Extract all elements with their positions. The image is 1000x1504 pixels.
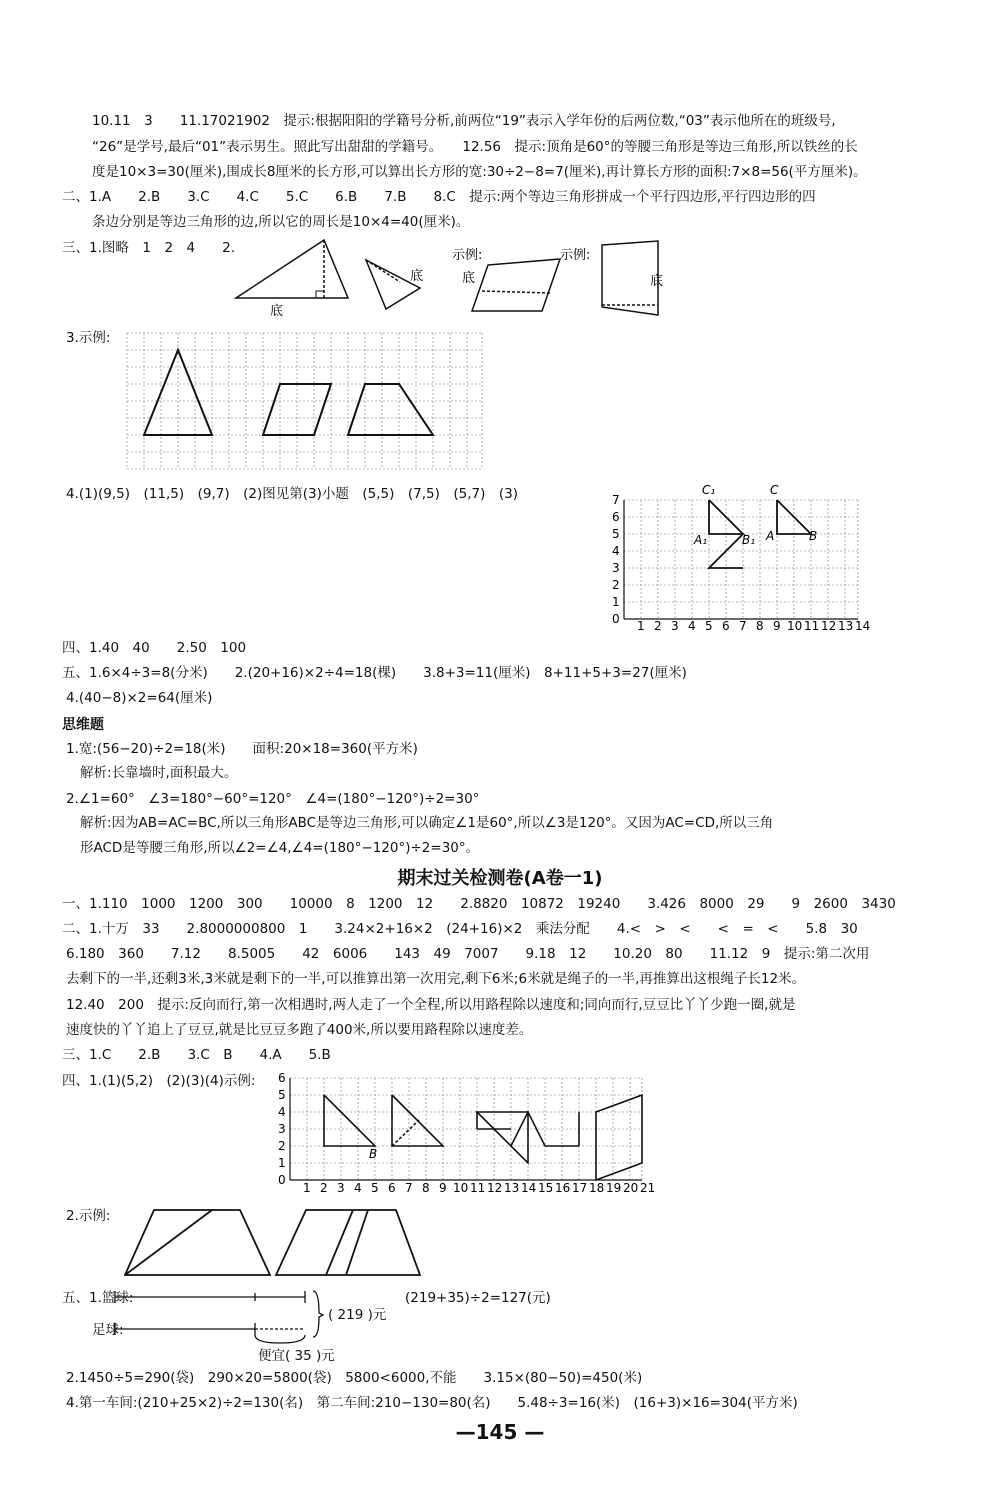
answer-line: 四、1.(1)(5,2) (2)(3)(4)示例:	[62, 1073, 256, 1089]
page-number: —145 —	[455, 1420, 545, 1444]
coordinate-grid-2	[272, 1070, 656, 1200]
answer-line: 二、1.A 2.B 3.C 4.C 5.C 6.B 7.B 8.C 提示:两个等边三角形拼成一个平行四边形,平行四边形的四	[62, 189, 816, 205]
x-tick-label: 13	[504, 1181, 520, 1195]
point-label: A₁	[694, 533, 708, 547]
trapezoid-divisions	[120, 1205, 480, 1285]
point-label: C₁	[702, 483, 716, 497]
x-tick-label: 11	[470, 1181, 486, 1195]
x-tick-label: 20	[623, 1181, 639, 1195]
x-tick-label: 1	[637, 619, 645, 633]
answer-line: 4.第一车间:(210+25×2)÷2=130(名) 第二车间:210−130=80(名) 5.48÷3=16(米) (16+3)×16=304(平方米)	[66, 1395, 798, 1411]
x-tick-label: 14	[855, 619, 871, 633]
x-tick-label: 14	[521, 1181, 537, 1195]
y-tick-label: 6	[278, 1071, 286, 1085]
label-di: 底	[270, 304, 284, 319]
x-tick-label: 6	[388, 1181, 396, 1195]
answer-line: 1.宽:(56−20)÷2=18(米) 面积:20×18=360(平方米)	[66, 741, 418, 757]
x-tick-label: 17	[572, 1181, 588, 1195]
x-tick-label: 2	[320, 1181, 328, 1195]
answer-line: 4.(1)(9,5) (11,5) (9,7) (2)图见第(3)小题 (5,5) (7,5) (5,7) (3)	[66, 486, 518, 502]
x-tick-label: 16	[555, 1181, 571, 1195]
answer-line: 便宜( 35 )元	[258, 1348, 335, 1364]
label-example: 示例:	[560, 248, 591, 263]
answer-line: 去剩下的一半,还剩3米,3米就是剩下的一半,可以推算出第一次用完,剩下6米;6米就是绳子的一半,再推算出这根绳子长12米。	[66, 971, 806, 987]
point-label: C	[770, 483, 779, 497]
point-label: B	[369, 1147, 378, 1161]
x-tick-label: 21	[640, 1181, 656, 1195]
parallelogram-figure	[472, 259, 560, 311]
answer-line: 解析:长靠墙时,面积最大。	[80, 765, 238, 781]
triangle-shape	[324, 1095, 375, 1146]
point-label: B	[809, 529, 818, 543]
answer-line: 2.示例:	[66, 1208, 111, 1224]
x-tick-label: 3	[337, 1181, 345, 1195]
y-tick-label: 5	[612, 527, 620, 541]
label-di: 底	[462, 271, 476, 286]
x-tick-label: 9	[773, 619, 781, 633]
answer-line: 五、1.6×4÷3=8(分米) 2.(20+16)×2÷4=18(棵) 3.8+3=11(厘米) 8+11+5+3=27(厘米)	[62, 665, 687, 681]
x-tick-label: 10	[787, 619, 803, 633]
answer-line: 3.示例:	[66, 330, 111, 346]
answer-line: 2.1450÷5=290(袋) 290×20=5800(袋) 5800<6000,不能 3.15×(80−50)=450(米)	[66, 1370, 643, 1386]
exam-title: 期末过关检测卷(A卷一1)	[397, 868, 603, 889]
trapezoid-shape	[348, 384, 433, 435]
x-tick-label: 5	[371, 1181, 379, 1195]
x-tick-label: 4	[688, 619, 696, 633]
y-tick-label: 4	[278, 1105, 286, 1119]
answer-line: 三、1.图略 1 2 4 2.	[62, 240, 236, 256]
y-tick-label: 1	[278, 1156, 286, 1170]
triangle-figure	[366, 260, 420, 309]
answer-line: 解析:因为AB=AC=BC,所以三角形ABC是等边三角形,可以确定∠1是60°,所以∠3是120°。又因为AC=CD,所以三角	[80, 815, 774, 831]
answer-line: 度是10×3=30(厘米),围成长8厘米的长方形,可以算出长方形的宽:30÷2−8=7(厘米),再计算长方形的面积:7×8=56(平方厘米)。	[92, 164, 867, 180]
y-tick-label: 7	[612, 493, 620, 507]
answer-line: 12.40 200 提示:反向而行,第一次相遇时,两人走了一个全程,所以用路程除以速度和;同向而行,豆豆比丫丫少跑一圈,就是	[66, 997, 796, 1013]
y-tick-label: 2	[278, 1139, 286, 1153]
trapezoid-shape	[596, 1095, 642, 1180]
label-di: 底	[650, 274, 664, 289]
x-tick-label: 9	[439, 1181, 447, 1195]
x-tick-label: 13	[838, 619, 854, 633]
x-tick-label: 19	[606, 1181, 622, 1195]
grid-figure	[127, 333, 485, 471]
y-tick-label: 0	[278, 1173, 286, 1187]
x-tick-label: 10	[453, 1181, 469, 1195]
x-tick-label: 6	[722, 619, 730, 633]
answer-line: 足球:	[92, 1322, 124, 1338]
x-tick-label: 18	[589, 1181, 605, 1195]
y-tick-label: 1	[612, 595, 620, 609]
y-tick-label: 6	[612, 510, 620, 524]
x-tick-label: 8	[422, 1181, 430, 1195]
height-figures	[230, 235, 670, 320]
answer-line: 速度快的丫丫追上了豆豆,就是比豆豆多跑了400米,所以要用路程除以速度差。	[66, 1022, 533, 1038]
point-label: A	[766, 529, 775, 543]
x-tick-label: 12	[487, 1181, 503, 1195]
x-tick-label: 12	[821, 619, 837, 633]
answer-line: ( 219 )元	[328, 1307, 387, 1323]
answer-line: 五、1.篮球:	[62, 1290, 134, 1306]
answer-line: 10.11 3 11.17021902 提示:根据阳阳的学籍号分析,前两位“19”表示入学年份的后两位数,“03”表示他所在的班级号,	[92, 113, 836, 129]
composite-shape	[477, 1112, 528, 1163]
x-tick-label: 3	[671, 619, 679, 633]
answer-line: 4.(40−8)×2=64(厘米)	[66, 690, 213, 706]
x-tick-label: 2	[654, 619, 662, 633]
point-label: B₁	[742, 533, 756, 547]
answer-line: “26”是学号,最后“01”表示男生。照此写出甜甜的学籍号。 12.56 提示:顶角是60°的等腰三角形是等边三角形,所以铁丝的长	[92, 139, 858, 155]
y-tick-label: 2	[612, 578, 620, 592]
x-tick-label: 15	[538, 1181, 554, 1195]
answer-line: 6.180 360 7.12 8.5005 42 6006 143 49 7007 9.18 12 10.20 80 11.12 9 提示:第二次用	[66, 946, 870, 962]
y-tick-label: 3	[612, 561, 620, 575]
x-tick-label: 4	[354, 1181, 362, 1195]
triangle-figure	[236, 240, 348, 298]
y-tick-label: 5	[278, 1088, 286, 1102]
y-tick-label: 3	[278, 1122, 286, 1136]
section-heading: 思维题	[62, 717, 104, 733]
y-tick-label: 0	[612, 612, 620, 626]
answer-line: 一、1.110 1000 1200 300 10000 8 1200 12 2.8820 10872 19240 3.426 8000 29 9 2600 3430	[62, 896, 896, 912]
x-tick-label: 7	[739, 619, 747, 633]
answer-line: 三、1.C 2.B 3.C B 4.A 5.B	[62, 1047, 331, 1063]
x-tick-label: 11	[804, 619, 820, 633]
x-tick-label: 5	[705, 619, 713, 633]
answer-line: 2.∠1=60° ∠3=180°−60°=120° ∠4=(180°−120°)÷2=30°	[66, 791, 480, 807]
x-tick-label: 7	[405, 1181, 413, 1195]
coordinate-grid	[596, 478, 876, 633]
y-tick-label: 4	[612, 544, 620, 558]
answer-line: 形ACD是等腰三角形,所以∠2=∠4,∠4=(180°−120°)÷2=30°。	[80, 840, 480, 856]
answer-line: (219+35)÷2=127(元)	[405, 1290, 551, 1306]
answer-line: 二、1.十万 33 2.8000000800 1 3.24×2+16×2 (24+16)×2 乘法分配 4.< > < < = < 5.8 30	[62, 921, 858, 937]
x-tick-label: 8	[756, 619, 764, 633]
x-tick-label: 1	[303, 1181, 311, 1195]
answer-line: 四、1.40 40 2.50 100	[62, 640, 247, 656]
label-example: 示例:	[452, 248, 483, 263]
answer-line: 条边分别是等边三角形的边,所以它的周长是10×4=40(厘米)。	[92, 214, 470, 230]
label-di: 底	[410, 269, 424, 284]
